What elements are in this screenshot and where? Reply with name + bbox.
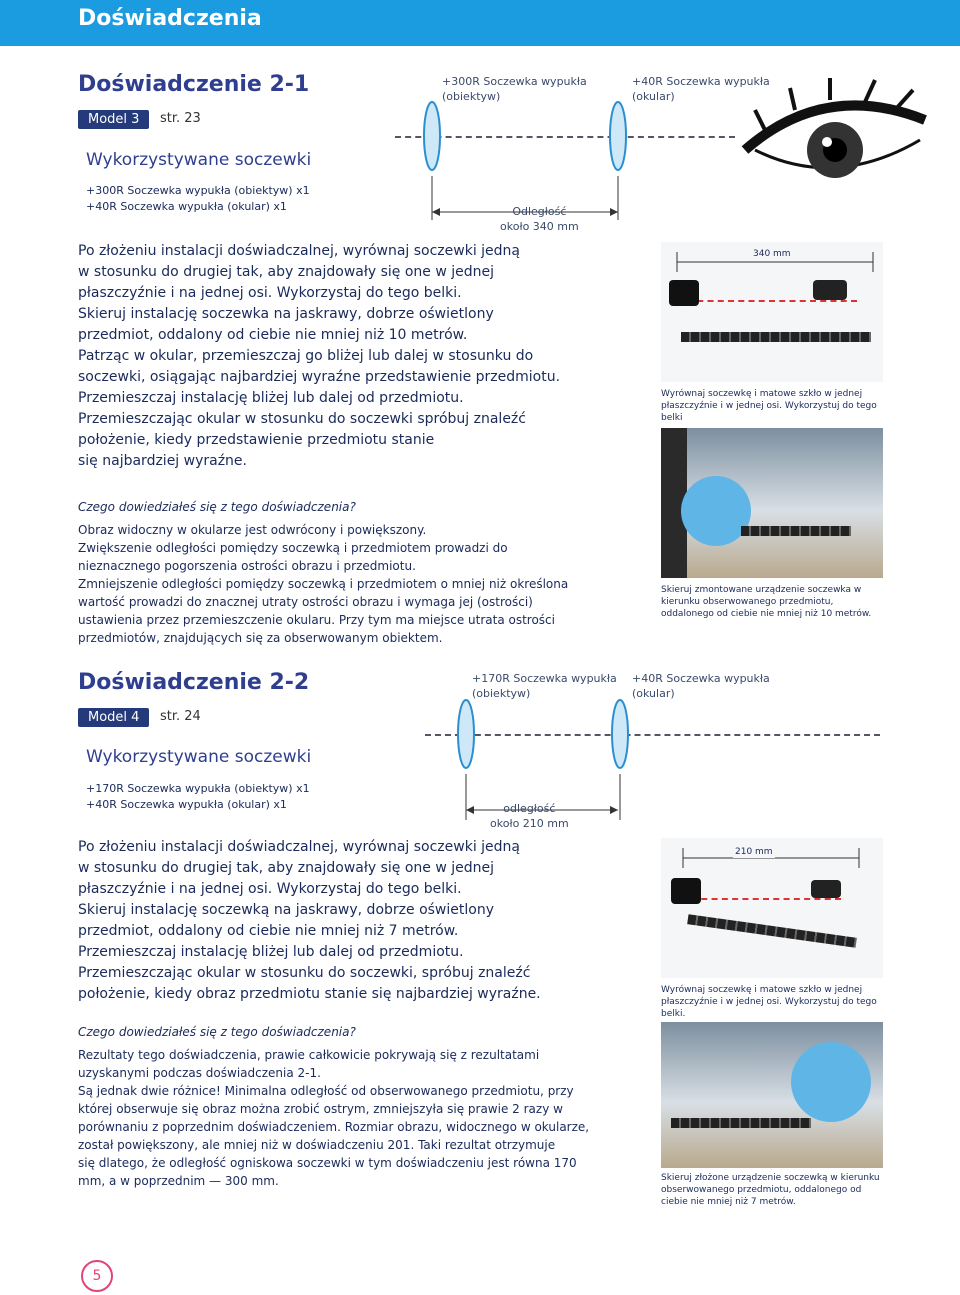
lens-holder xyxy=(813,280,847,300)
exp2-mascot-figure xyxy=(791,1042,871,1122)
exp2-setup-photo xyxy=(661,838,883,978)
exp2-title: Doświadczenie 2-2 xyxy=(78,670,310,695)
exp2-alignment-line xyxy=(691,898,841,900)
exp2-optical-axis xyxy=(425,734,880,736)
exp1-scene-photo xyxy=(661,428,883,578)
exp2-lenses-list: +170R Soczewka wypukła (obiektyw) x1 +40R Soczewka wypukła (okular) x1 xyxy=(86,782,310,811)
exp1-objective-label: +300R Soczewka wypukła (obiektyw) xyxy=(442,75,587,103)
page-title: Doświadczenia xyxy=(78,6,262,31)
exp2-photo2-caption: Skieruj złożone urządzenie soczewką w kierunku obserwowanego przedmiotu, oddalonego od ciebie nie mniej niż 7 metrów. xyxy=(661,1173,880,1207)
exp1-title: Doświadczenie 2-1 xyxy=(78,72,310,97)
beam-rail xyxy=(681,332,871,342)
exp1-answer: Obraz widoczny w okularze jest odwrócony i powiększony. Zwiększenie odległości pomiędzy soczewką i przedmiotem prowadzi do nieznacznego pogorszenia ostrości obrazu i przedmiotu. Zmniejszenie odległości pomiędzy soczewką i przedmiotem o mniej niż określona wartość prowadzi do znacznej utraty ostrości obrazu i wymaga jej (ostrości) ustawienia przez przemieszczenie okularu. Przy tym ma miejsce utrata ostrości przedmiotów, znajdujących się za obserwowanym obiektem. xyxy=(78,523,569,645)
exp1-photo1-caption: Wyrównaj soczewkę i matowe szkło w jednej płaszczyźnie i w jednej osi. Wykorzystuj do tego belki xyxy=(661,389,877,423)
eye-icon xyxy=(735,70,935,190)
exp2-scene-photo xyxy=(661,1022,883,1168)
exp2-eyepiece-label: +40R Soczewka wypukła (okular) xyxy=(632,672,770,700)
exp2-distance-label: odległość około 210 mm xyxy=(490,802,569,830)
exp2-model-badge: Model 4 xyxy=(78,708,149,727)
exp1-eyepiece-label: +40R Soczewka wypukła (okular) xyxy=(632,75,770,103)
exp1-model-badge: Model 3 xyxy=(78,110,149,129)
exp1-page-ref: str. 23 xyxy=(160,111,201,126)
exp2-question: Czego dowiedziałeś się z tego doświadczenia? xyxy=(78,1025,356,1039)
header-bar xyxy=(0,0,960,46)
exp2-page-ref: str. 24 xyxy=(160,709,201,724)
exp2-answer: Rezultaty tego doświadczenia, prawie całkowicie pokrywają się z rezultatami uzyskanymi podczas doświadczenia 2-1. Są jednak dwie różnice! Minimalna odległość od obserwowanego przedmiotu, przy której obserwuje się obraz można zrobić ostrym, zmniejszyła się prawie 2 razy w porównaniu z poprzednim doświadczeniem. Rozmiar obrazu, widocznego w okularze, został powiększony, ale mniej niż w doświadczeniu 201. Taki rezultat otrzymuje się dlatego, że odległość ogniskowa soczewki w tym doświadczeniu jest równa 170 mm, a w poprzednim — 300 mm. xyxy=(78,1048,590,1188)
exp1-lenses-list: +300R Soczewka wypukła (obiektyw) x1 +40R Soczewka wypukła (okular) x1 xyxy=(86,184,310,213)
page-number: 5 xyxy=(81,1260,113,1292)
exp2-lens-holder xyxy=(811,880,841,898)
exp1-measure-label: 340 mm xyxy=(753,249,791,259)
exp2-beam-rail xyxy=(687,914,857,948)
exp1-instructions: Po złożeniu instalacji doświadczalnej, wyrównaj soczewki jedną w stosunku do drugiej tak, aby znajdowały się one w jednej płaszczyźnie i na jednej osi. Wykorzystaj do tego belki. Skieruj instalację soczewka na jaskrawy, dobrze oświetlony przedmiot, oddalony od ciebie nie mniej niż 10 metrów. Patrząc w okular, przemieszczaj go bliżej lub dalej w stosunku do soczewki, osiągając najbardziej wyraźne przedstawienie przedmiotu. Przemieszczaj instalację bliżej lub dalej od przedmiotu. Przemieszczając okular w stosunku do soczewki spróbuj znaleźć położenie, kiedy przedstawienie przedmiotu stanie się najbardziej wyraźne. xyxy=(78,243,561,469)
exp1-photo2-caption: Skieruj zmontowane urządzenie soczewka w kierunku obserwowanego przedmiotu, oddalonego od ciebie nie mniej niż 10 metrów. xyxy=(661,585,872,619)
exp2-eyepiece-tube xyxy=(671,878,701,904)
exp2-lenses-heading: Wykorzystywane soczewki xyxy=(86,747,312,767)
exp1-lenses-heading: Wykorzystywane soczewki xyxy=(86,150,312,170)
exp2-objective-label: +170R Soczewka wypukła (obiektyw) xyxy=(472,672,617,700)
exp2-photo1-caption: Wyrównaj soczewkę i matowe szkło w jednej płaszczyźnie i w jednej osi. Wykorzystuj do tego belki. xyxy=(661,985,877,1019)
exp1-question: Czego dowiedziałeś się z tego doświadczenia? xyxy=(78,500,356,514)
exp1-setup-photo xyxy=(661,242,883,382)
scene-rail xyxy=(741,526,851,536)
eyepiece-tube xyxy=(669,280,699,306)
exp1-alignment-line xyxy=(687,300,857,302)
exp2-measure-label: 210 mm xyxy=(735,847,773,857)
exp2-instructions: Po złożeniu instalacji doświadczalnej, wyrównaj soczewki jedną w stosunku do drugiej tak, aby znajdowały się one w jednej płaszczyźnie i na jednej osi. Wykorzystaj do tego belki. Skieruj instalację soczewką na jaskrawy, dobrze oświetlony przedmiot, oddalony od ciebie nie mniej niż 7 metrów. Przemieszczaj instalację bliżej lub dalej od przedmiotu. Przemieszczając okular w stosunku do soczewki, spróbuj znaleźć położenie, kiedy obraz przedmiotu stanie się najbardziej wyraźne. xyxy=(78,839,541,1002)
exp2-scene-rail xyxy=(671,1118,811,1128)
exp1-distance-label: Odległość około 340 mm xyxy=(500,205,579,233)
